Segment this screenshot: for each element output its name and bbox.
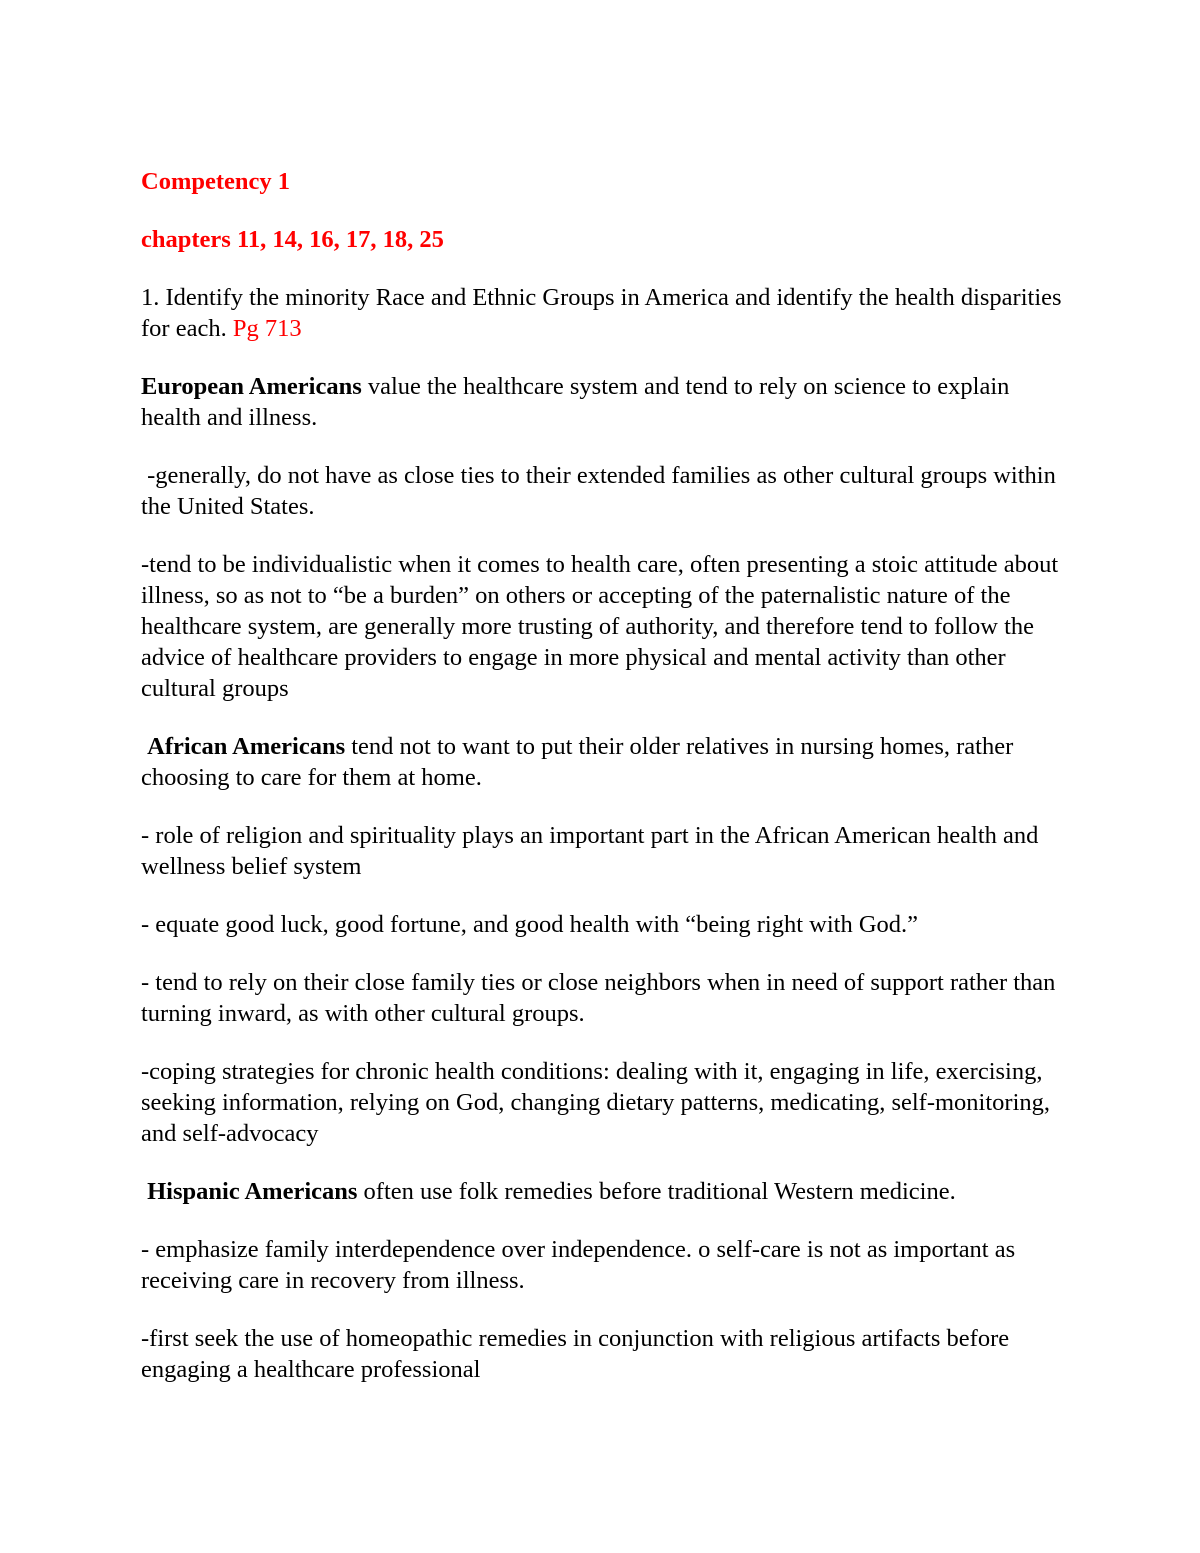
hispanic-intro-text: often use folk remedies before traditional Western medicine. xyxy=(363,1178,956,1205)
european-group-name: European Americans xyxy=(141,373,362,400)
european-point-2: -tend to be individualistic when it comes to health care, often presenting a stoic attitude about illness, so as not to “be a burden” on others or accepting of the paternalistic nature of the healthcare system, are generally more trusting of authority, and therefore tend to follow the advice of healthcare providers to engage in more physical and mental activity than other cultural groups xyxy=(141,551,1059,702)
hispanic-group-name: Hispanic Americans xyxy=(147,1178,358,1205)
african-point-4: -coping strategies for chronic health conditions: dealing with it, engaging in life, exercising, seeking information, relying on God, changing dietary patterns, medicating, self-monitoring, and self-advocacy xyxy=(141,1058,1051,1147)
document-title: Competency 1 xyxy=(141,168,291,195)
page-reference: Pg 713 xyxy=(232,315,302,342)
question-text: 1. Identify the minority Race and Ethnic Groups in America and identify the health disparities for each. xyxy=(141,284,1062,342)
african-intro-text: tend not to want to put their older relatives in nursing homes, rather choosing to care for them at home. xyxy=(141,733,1014,791)
hispanic-intro xyxy=(141,1176,1071,1207)
chapters-line: chapters 11, 14, 16, 17, 18, 25 xyxy=(141,226,444,253)
european-point-1: -generally, do not have as close ties to their extended families as other cultural groups within the United States. xyxy=(141,462,1062,520)
european-intro xyxy=(141,371,1071,433)
european-intro-text: value the healthcare system and tend to rely on science to explain health and illness. xyxy=(141,373,1010,431)
african-group-name: African Americans xyxy=(147,733,346,760)
african-point-2: - equate good luck, good fortune, and good health with “being right with God.” xyxy=(141,911,919,938)
question-paragraph xyxy=(141,282,1071,344)
hispanic-point-2: -first seek the use of homeopathic remedies in conjunction with religious artifacts before engaging a healthcare professional xyxy=(141,1325,1010,1383)
african-intro xyxy=(141,731,1071,793)
african-point-3: - tend to rely on their close family ties or close neighbors when in need of support rather than turning inward, as with other cultural groups. xyxy=(141,969,1056,1027)
document-page xyxy=(141,166,1071,1412)
hispanic-point-1: - emphasize family interdependence over independence. o self-care is not as important as receiving care in recovery from illness. xyxy=(141,1236,1016,1294)
african-point-1: - role of religion and spirituality plays an important part in the African American health and wellness belief system xyxy=(141,822,1039,880)
